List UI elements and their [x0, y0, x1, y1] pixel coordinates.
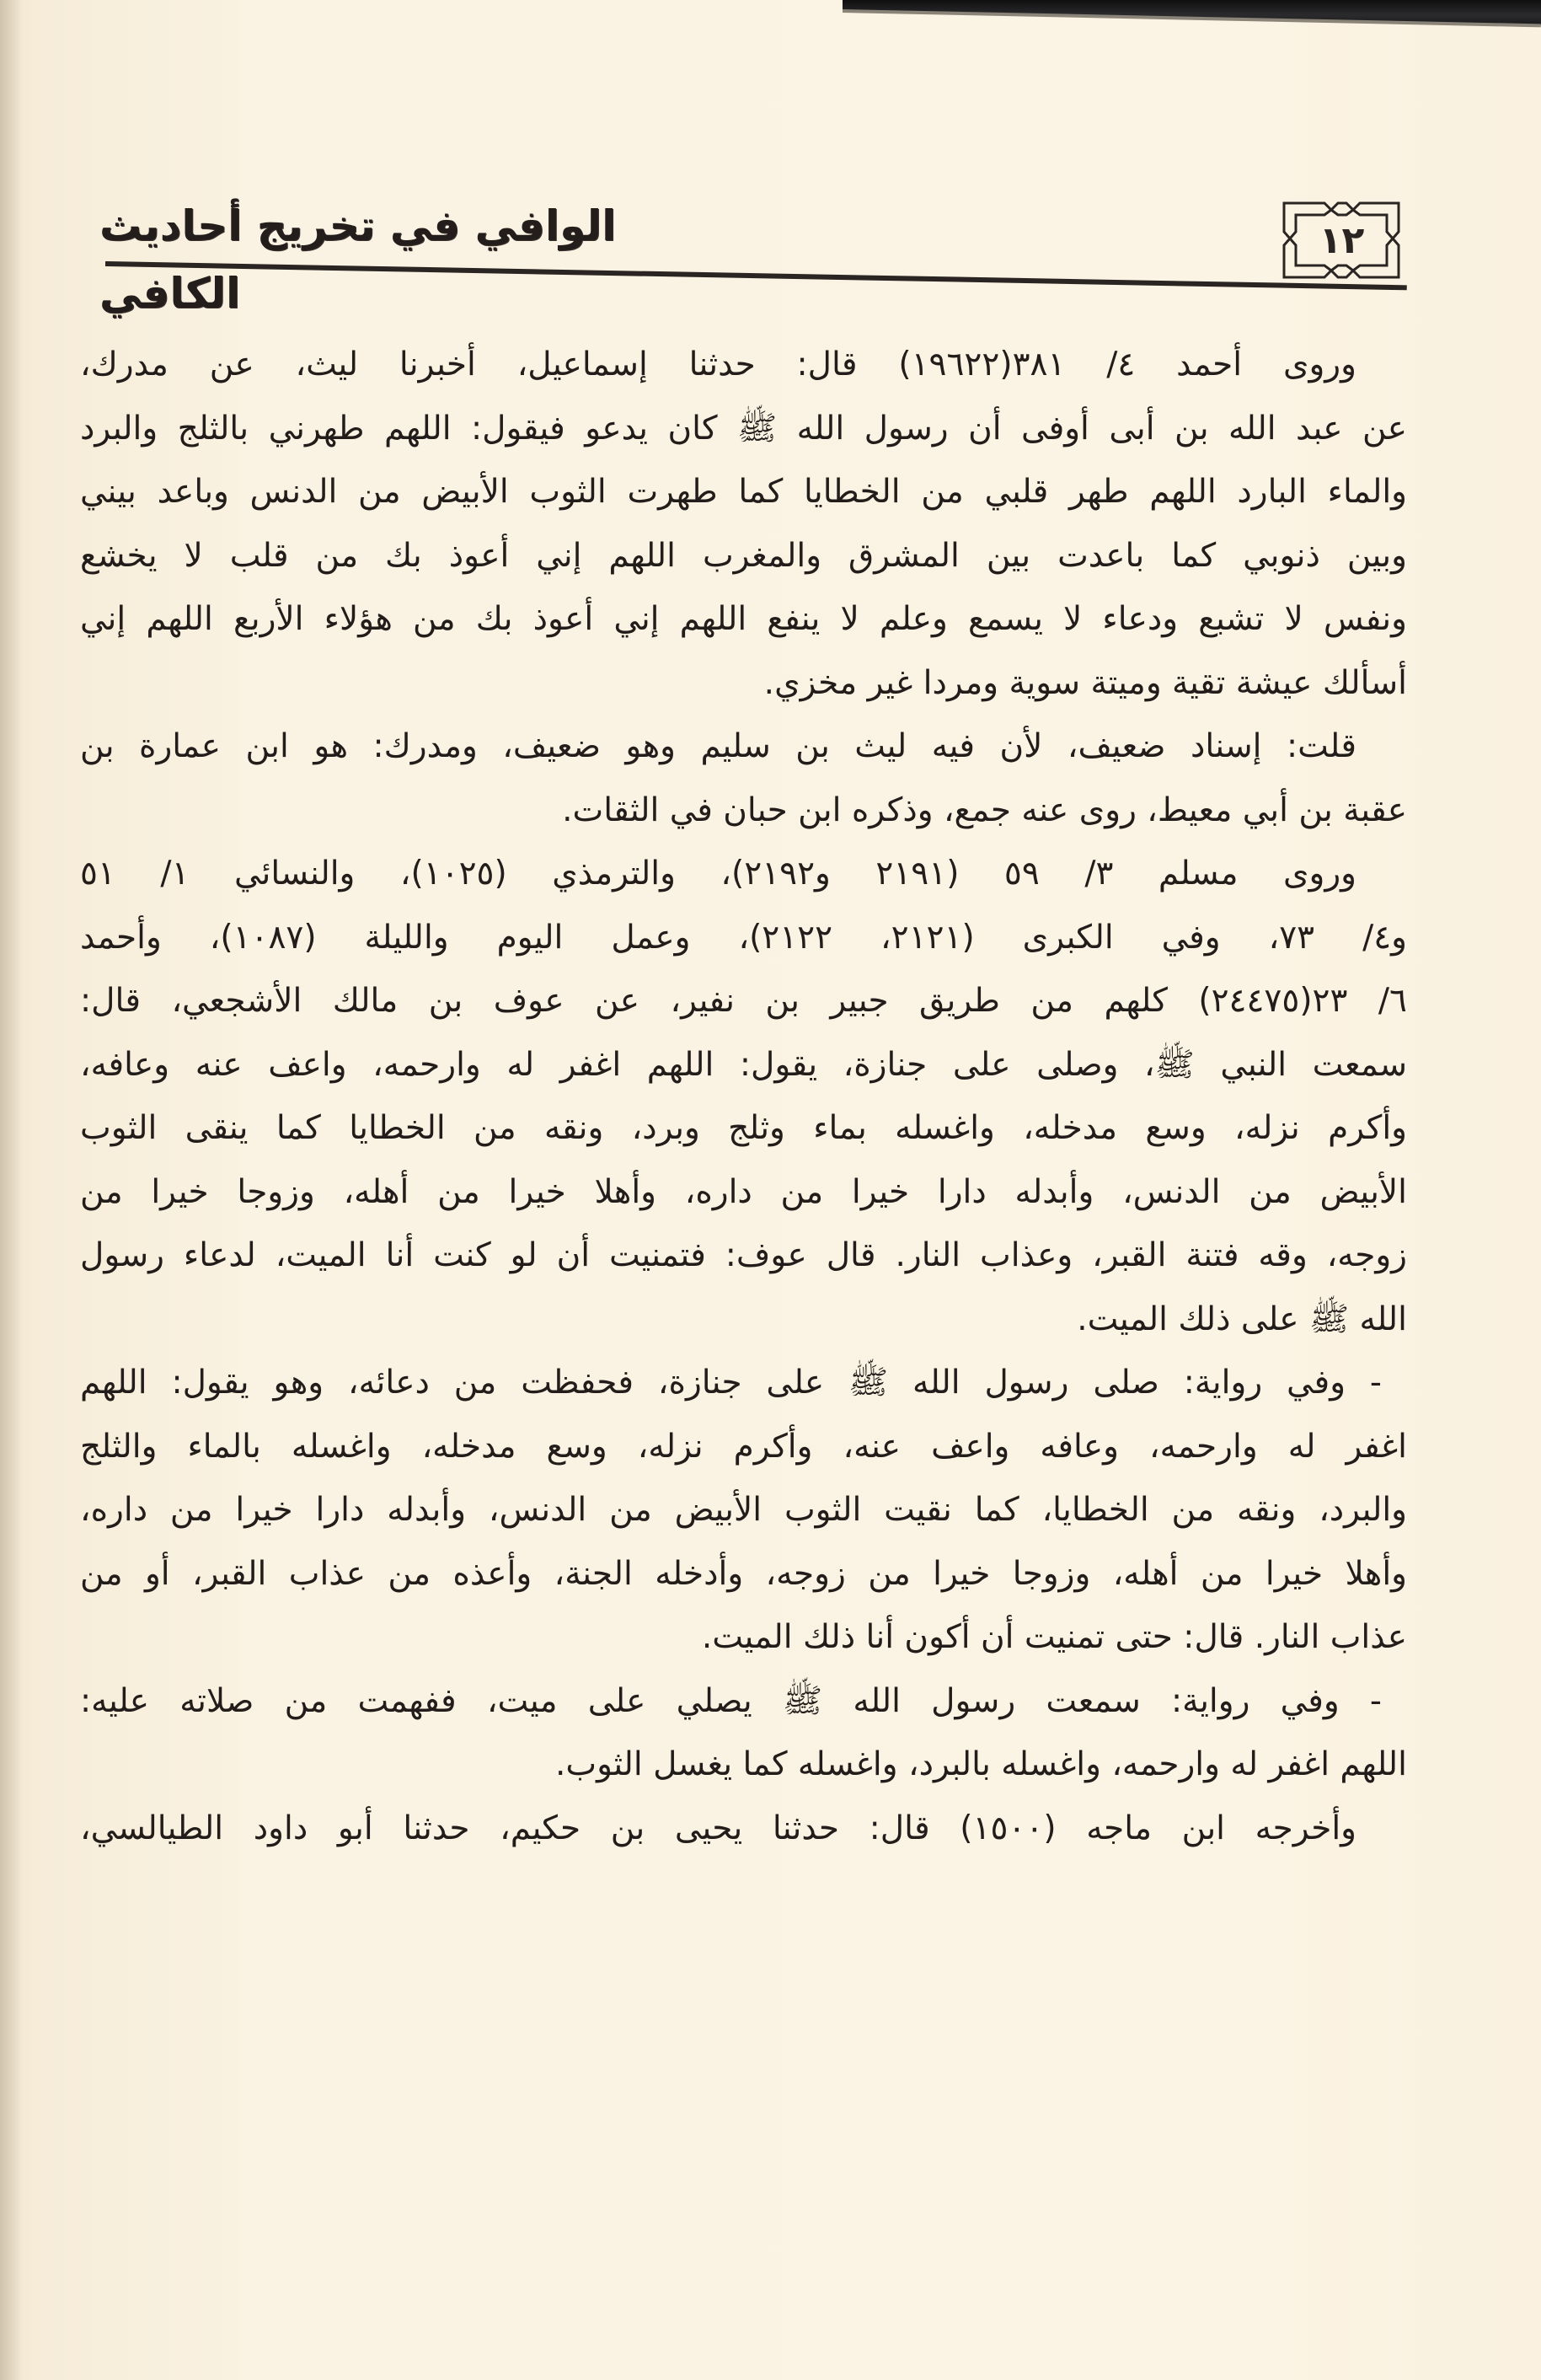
text-line: والبرد، ونقه من الخطايا، كما نقيت الثوب الأبيض من الدنس، وأبدله دارا خيرا من داره،: [80, 1491, 1407, 1529]
text-line: وبين ذنوبي كما باعدت بين المشرق والمغرب اللهم إني أعوذ بك من قلب لا يخشع: [80, 536, 1407, 575]
text-line: عن عبد الله بن أبى أوفى أن رسول الله ﷺ كان يدعو فيقول: اللهم طهرني بالثلج والبرد: [80, 409, 1407, 448]
text-line: وأخرجه ابن ماجه (١٥٠٠) قال: حدثنا يحيى بن حكيم، حدثنا أبو داود الطيالسي،: [80, 1809, 1356, 1847]
text-line: اغفر له وارحمه، وعافه واعف عنه، وأكرم نزله، وسع مدخله، واغسله بالماء والثلج: [80, 1427, 1407, 1466]
text-line: وروى مسلم ٣/ ٥٩ (٢١٩١ و٢١٩٢)، والترمذي (١٠٢٥)، والنسائي ١/ ٥١: [80, 855, 1357, 892]
text-line: - وفي رواية: صلى رسول الله ﷺ على جنازة، فحفظت من دعائه، وهو يقول: اللهم: [80, 1364, 1382, 1402]
text-line: عذاب النار. قال: حتى تمنيت أن أكون أنا ذلك الميت.: [701, 1618, 1407, 1656]
running-title: الوافي في تخريج أحاديث الكافي: [99, 201, 617, 318]
text-line: ٦/ ٢٣(٢٤٤٧٥) كلهم من طريق جبير بن نفير، عن عوف بن مالك الأشجعي، قال:: [80, 982, 1407, 1020]
text-line: زوجه، وقه فتنة القبر، وعذاب النار. قال عوف: فتمنيت أن لو كنت أنا الميت، لدعاء رسول: [80, 1236, 1407, 1274]
text-line: وروى أحمد ٤/ ٣٨١(١٩٦٢٢) قال: حدثنا إسماعيل، أخبرنا ليث، عن مدرك،: [80, 346, 1356, 383]
header-rule: [105, 261, 1407, 290]
text-line: الله ﷺ على ذلك الميت.: [1077, 1300, 1407, 1338]
text-line: اللهم اغفر له وارحمه، واغسله بالبرد، واغسله كما يغسل الثوب.: [554, 1745, 1407, 1783]
body-text: [80, 333, 1407, 1860]
page-number-frame: [1281, 198, 1403, 282]
text-line: قلت: إسناد ضعيف، لأن فيه ليث بن سليم وهو ضعيف، ومدرك: هو ابن عمارة بن: [80, 727, 1356, 765]
text-line: أسألك عيشة تقية وميتة سوية ومردا غير مخزي.: [763, 663, 1407, 702]
text-line: سمعت النبي ﷺ، وصلى على جنازة، يقول: اللهم اغفر له وارحمه، واعف عنه وعافه،: [80, 1045, 1407, 1084]
text-line: والماء البارد اللهم طهر قلبي من الخطايا كما طهرت الثوب الأبيض من الدنس وباعد بيني: [80, 473, 1407, 511]
text-line: وأكرم نزله، وسع مدخله، واغسله بماء وثلج وبرد، ونقه من الخطايا كما ينقى الثوب: [80, 1109, 1407, 1147]
text-line: الأبيض من الدنس، وأبدله دارا خيرا من داره، وأهلا خيرا من أهله، وزوجا خيرا من: [80, 1172, 1407, 1211]
spine-shadow: [0, 0, 22, 2380]
text-line: و٤/ ٧٣، وفي الكبرى (٢١٢١، ٢١٢٢)، وعمل اليوم والليلة (١٠٨٧)، وأحمد: [80, 918, 1408, 957]
page-number: ١٢: [1319, 218, 1365, 262]
text-line: عقبة بن أبي معيط، روى عنه جمع، وذكره ابن حبان في الثقات.: [562, 791, 1407, 829]
text-line: - وفي رواية: سمعت رسول الله ﷺ يصلي على ميت، ففهمت من صلاته عليه:: [80, 1681, 1382, 1720]
text-line: ونفس لا تشبع ودعاء لا يسمع وعلم لا ينفع اللهم إني أعوذ بك من هؤلاء الأربع اللهم إني: [80, 600, 1407, 638]
text-line: وأهلا خيرا من أهله، وزوجا خيرا من زوجه، وأدخله الجنة، وأعذه من عذاب القبر، أو من: [80, 1554, 1407, 1593]
